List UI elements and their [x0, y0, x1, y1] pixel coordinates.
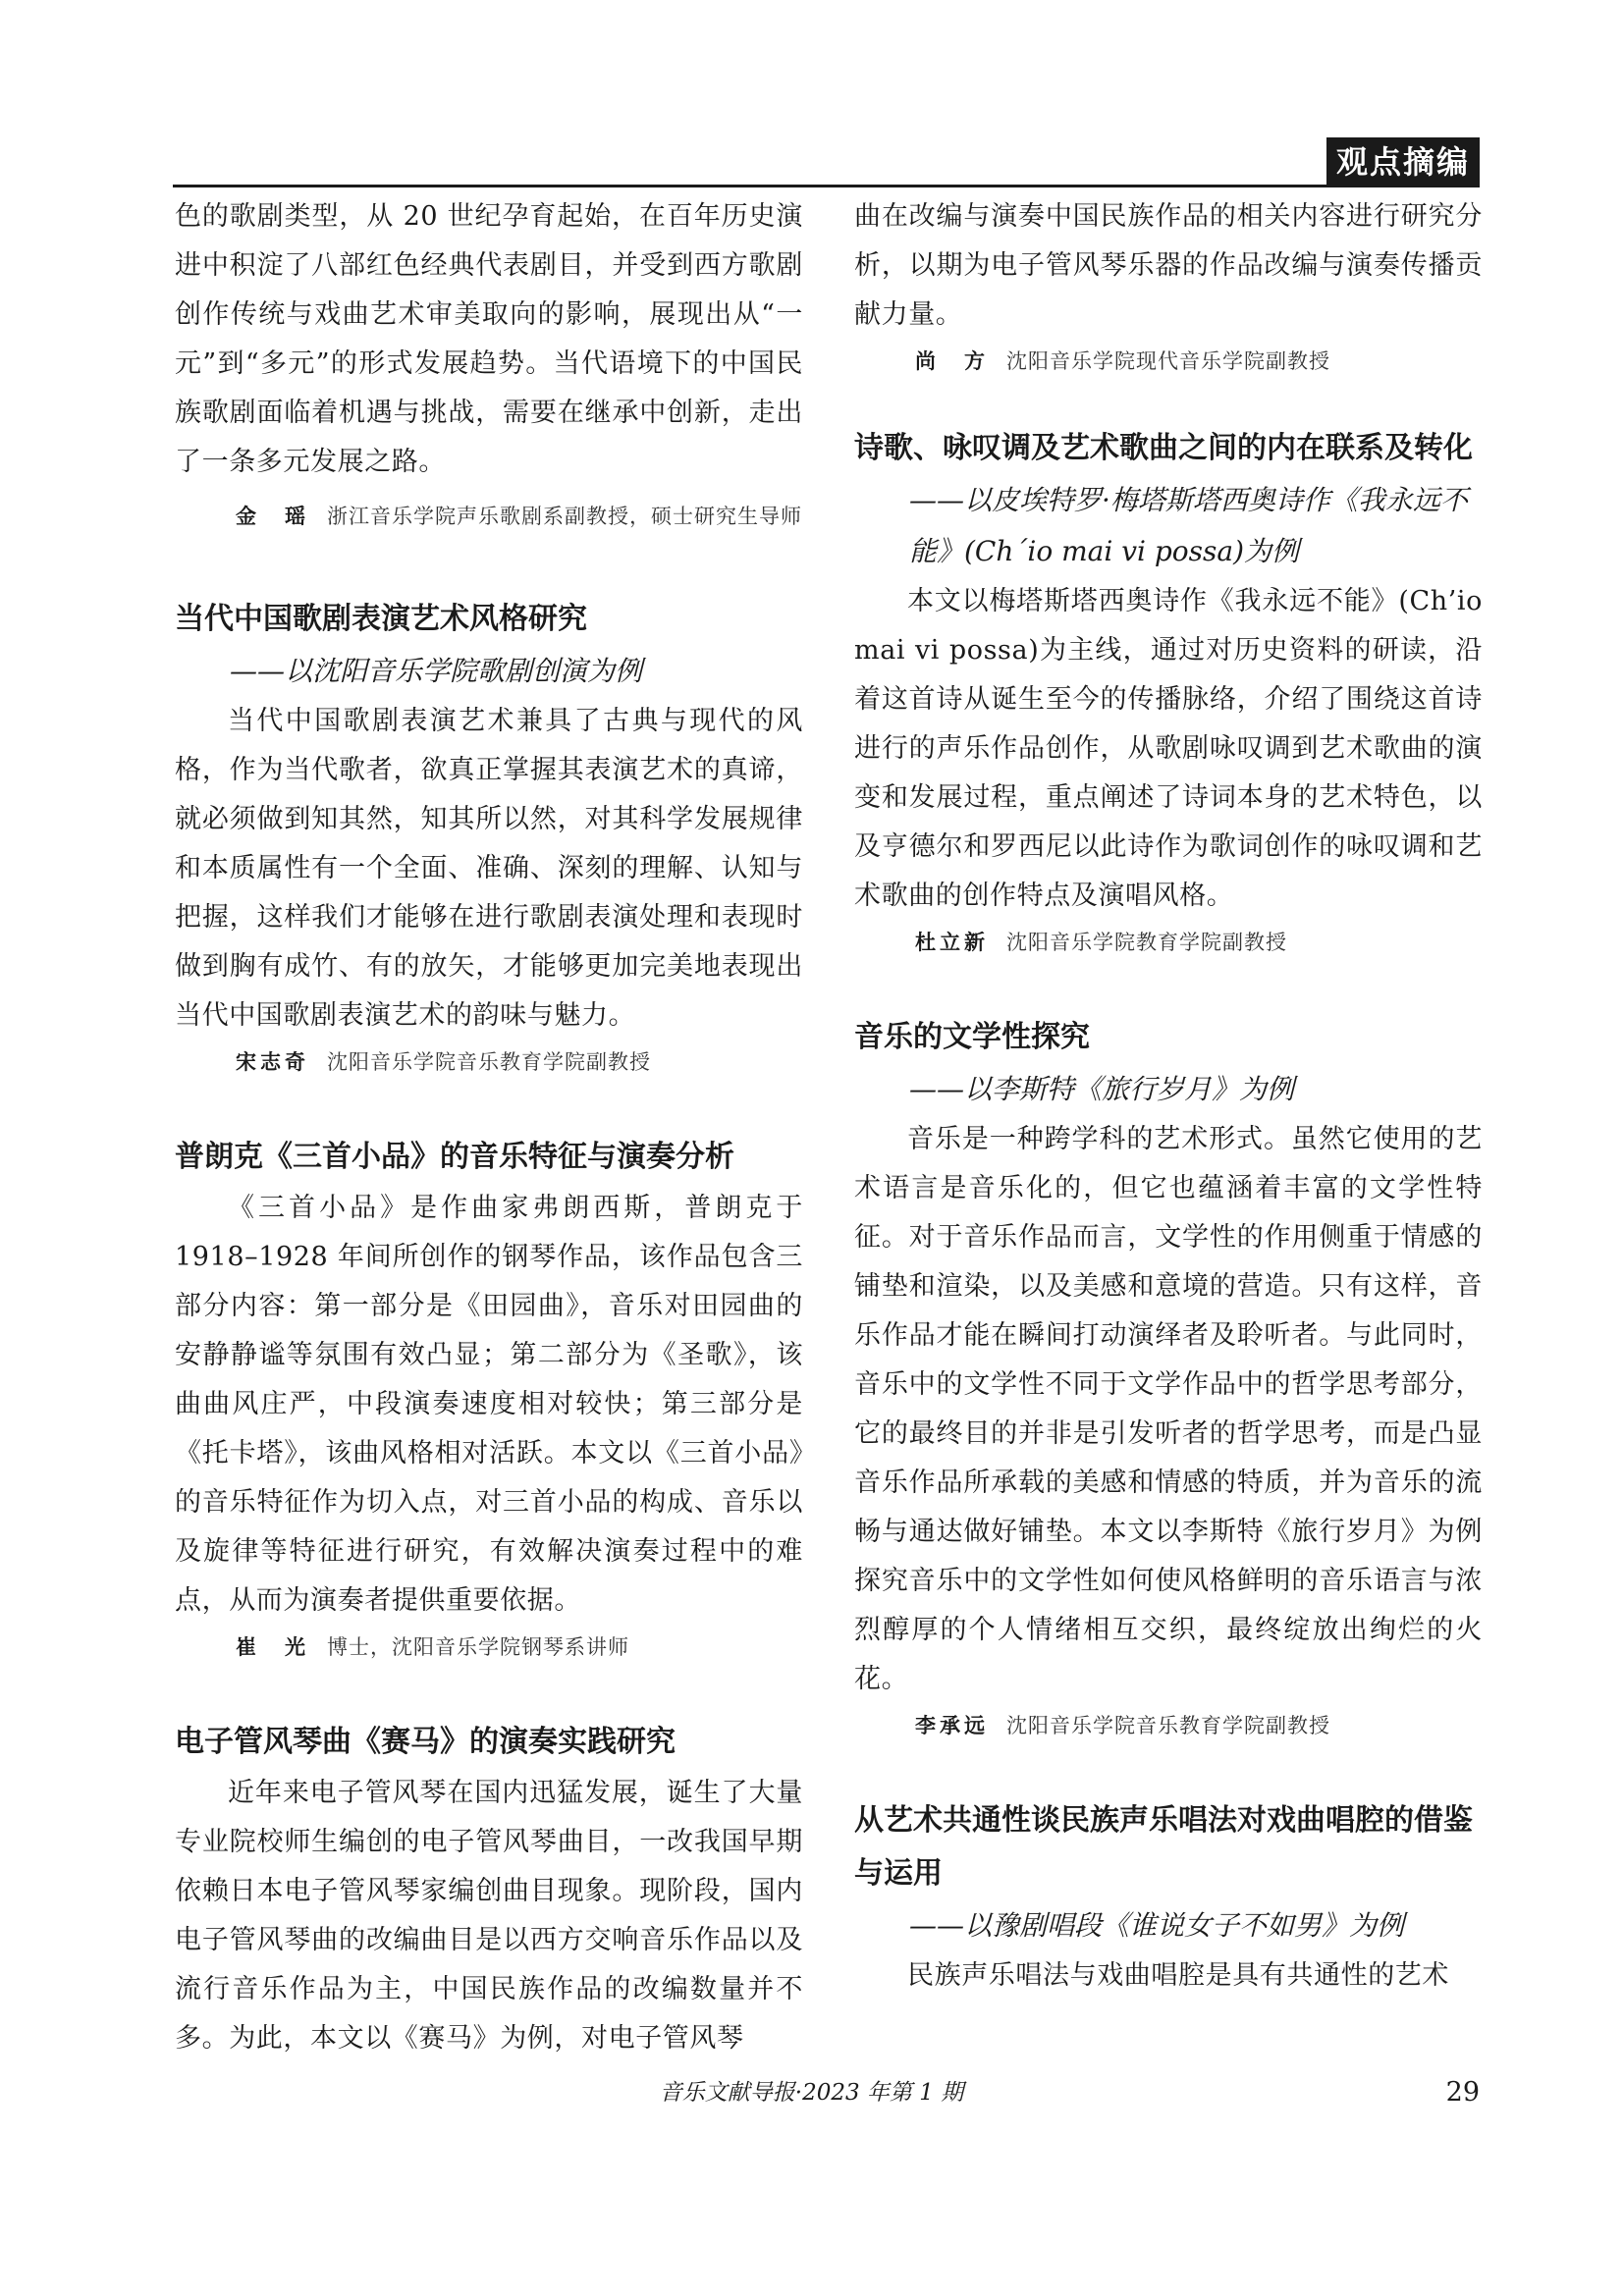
author-line — [175, 1041, 803, 1084]
header-rule — [173, 185, 1480, 187]
article-title: 普朗克《三首小品》的音乐特征与演奏分析 — [175, 1140, 734, 1174]
author-line — [854, 1704, 1483, 1747]
page-footer — [0, 2073, 1623, 2112]
article-body: 民族声乐唱法与戏曲唱腔是具有共通性的艺术 — [907, 1960, 1449, 1991]
right-column — [854, 192, 1483, 2001]
article-title: 诗歌、咏叹调及艺术歌曲之间的内在联系及转化 — [854, 431, 1473, 465]
article-title: 从艺术共通性谈民族声乐唱法对戏曲唱腔的借鉴与运用 — [854, 1803, 1473, 1891]
author-line — [175, 1626, 803, 1669]
article-subtitle: ——以李斯特《旅行岁月》为例 — [909, 1073, 1295, 1105]
author-affiliation: 沈阳音乐学院现代音乐学院副教授 — [1006, 349, 1330, 373]
continued-paragraph: 色的歌剧类型，从 20 世纪孕育起始，在百年历史演进中积淀了八部红色经典代表剧目，并受到西方歌剧创作传统与戏曲艺术审美取向的影响，展现出从“一元”到“多元”的形式发展趋势。当代语境下的中国民族歌剧面临着机遇与挑战，需要在继承中创新，走出了一条多元发展之路。 — [175, 201, 803, 477]
journal-name: 音乐文献导报·2023 年第 1 期 — [659, 2080, 964, 2106]
article-title: 当代中国歌剧表演艺术风格研究 — [175, 602, 587, 636]
article-body: 音乐是一种跨学科的艺术形式。虽然它使用的艺术语言是音乐化的，但它也蕴涵着丰富的文学性特征。对于音乐作品而言，文学性的作用侧重于情感的铺垫和渲染，以及美感和意境的营造。只有这样，音乐作品才能在瞬间打动演绎者及聆听者。与此同时，音乐中的文学性不同于文学作品中的哲学思考部分，它的最终目的并非是引发听者的哲学思考，而是凸显音乐作品所承载的美感和情感的特质，并为音乐的流畅与通达做好铺垫。本文以李斯特《旅行岁月》为例探究音乐中的文学性如何使风格鲜明的音乐语言与浓烈醇厚的个人情绪相互交织，最终绽放出绚烂的火花。 — [854, 1124, 1483, 1694]
page-number: 29 — [1445, 2077, 1480, 2108]
author-line — [175, 499, 803, 534]
article — [175, 593, 803, 1084]
article-subtitle: ——以沈阳音乐学院歌剧创演为例 — [230, 655, 643, 687]
author-affiliation: 博士，沈阳音乐学院钢琴系讲师 — [327, 1635, 629, 1659]
article-subtitle: ——以皮埃特罗·梅塔斯塔西奥诗作《我永远不能》(Ch´io mai vi possa)为例 — [909, 484, 1468, 567]
left-column — [175, 192, 803, 2063]
article — [854, 1011, 1483, 1747]
author-affiliation: 沈阳音乐学院音乐教育学院副教授 — [327, 1050, 651, 1074]
author-line — [854, 921, 1483, 964]
article-body: 当代中国歌剧表演艺术兼具了古典与现代的风格，作为当代歌者，欲真正掌握其表演艺术的真谛，就必须做到知其然，知其所以然，对其科学发展规律和本质属性有一个全面、准确、深刻的理解、认知与把握，这样我们才能够在进行歌剧表演处理和表现时做到胸有成竹、有的放矢，才能够更加完美地表现出当代中国歌剧表演艺术的韵味与魅力。 — [175, 706, 803, 1031]
author-name: 李承远 — [915, 1714, 989, 1737]
article-body: 《三首小品》是作曲家弗朗西斯，普朗克于 1918–1928 年间所创作的钢琴作品，该作品包含三部分内容：第一部分是《田园曲》，音乐对田园曲的安静静谧等氛围有效凸显；第二部分为《圣歌》，该曲曲风庄严，中段演奏速度相对较快；第三部分是《托卡塔》，该曲风格相对活跃。本文以《三首小品》的音乐特征作为切入点，对三首小品的构成、音乐以及旋律等特征进行研究，有效解决演奏过程中的难点，从而为演奏者提供重要依据。 — [175, 1193, 803, 1616]
article — [854, 1794, 1483, 2001]
author-name: 杜立新 — [915, 931, 989, 954]
article — [175, 1716, 803, 2063]
section-tag: 观点摘编 — [1326, 137, 1480, 187]
article-title: 音乐的文学性探究 — [854, 1020, 1090, 1054]
author-name: 崔 光 — [236, 1635, 309, 1659]
author-name: 宋志奇 — [236, 1050, 309, 1074]
article-subtitle: ——以豫剧唱段《谁说女子不如男》为例 — [909, 1909, 1405, 1942]
article — [175, 1131, 803, 1669]
author-name: 金 瑶 — [236, 505, 309, 528]
article-title: 电子管风琴曲《赛马》的演奏实践研究 — [175, 1725, 676, 1759]
article-body: 本文以梅塔斯塔西奥诗作《我永远不能》(Ch’io mai vi possa)为主线，通过对历史资料的研读，沿着这首诗从诞生至今的传播脉络，介绍了围绕这首诗进行的声乐作品创作，从歌剧咏叹调到艺术歌曲的演变和发展过程，重点阐述了诗词本身的艺术特色，以及亨德尔和罗西尼以此诗作为歌词创作的咏叹调和艺术歌曲的创作特点及演唱风格。 — [854, 586, 1483, 911]
author-name: 尚 方 — [915, 349, 989, 373]
continued-paragraph: 曲在改编与演奏中国民族作品的相关内容进行研究分析，以期为电子管风琴乐器的作品改编与演奏传播贡献力量。 — [854, 201, 1483, 330]
author-affiliation: 沈阳音乐学院音乐教育学院副教授 — [1006, 1714, 1330, 1737]
article — [854, 422, 1483, 964]
author-affiliation: 沈阳音乐学院教育学院副教授 — [1006, 931, 1287, 954]
author-line — [854, 340, 1483, 383]
author-affiliation: 浙江音乐学院声乐歌剧系副教授，硕士研究生导师 — [327, 505, 802, 528]
article-body: 近年来电子管风琴在国内迅猛发展，诞生了大量专业院校师生编创的电子管风琴曲目，一改我国早期依赖日本电子管风琴家编创曲目现象。现阶段，国内电子管风琴曲的改编曲目是以西方交响音乐作品以及流行音乐作品为主，中国民族作品的改编数量并不多。为此，本文以《赛马》为例，对电子管风琴 — [175, 1778, 803, 2054]
